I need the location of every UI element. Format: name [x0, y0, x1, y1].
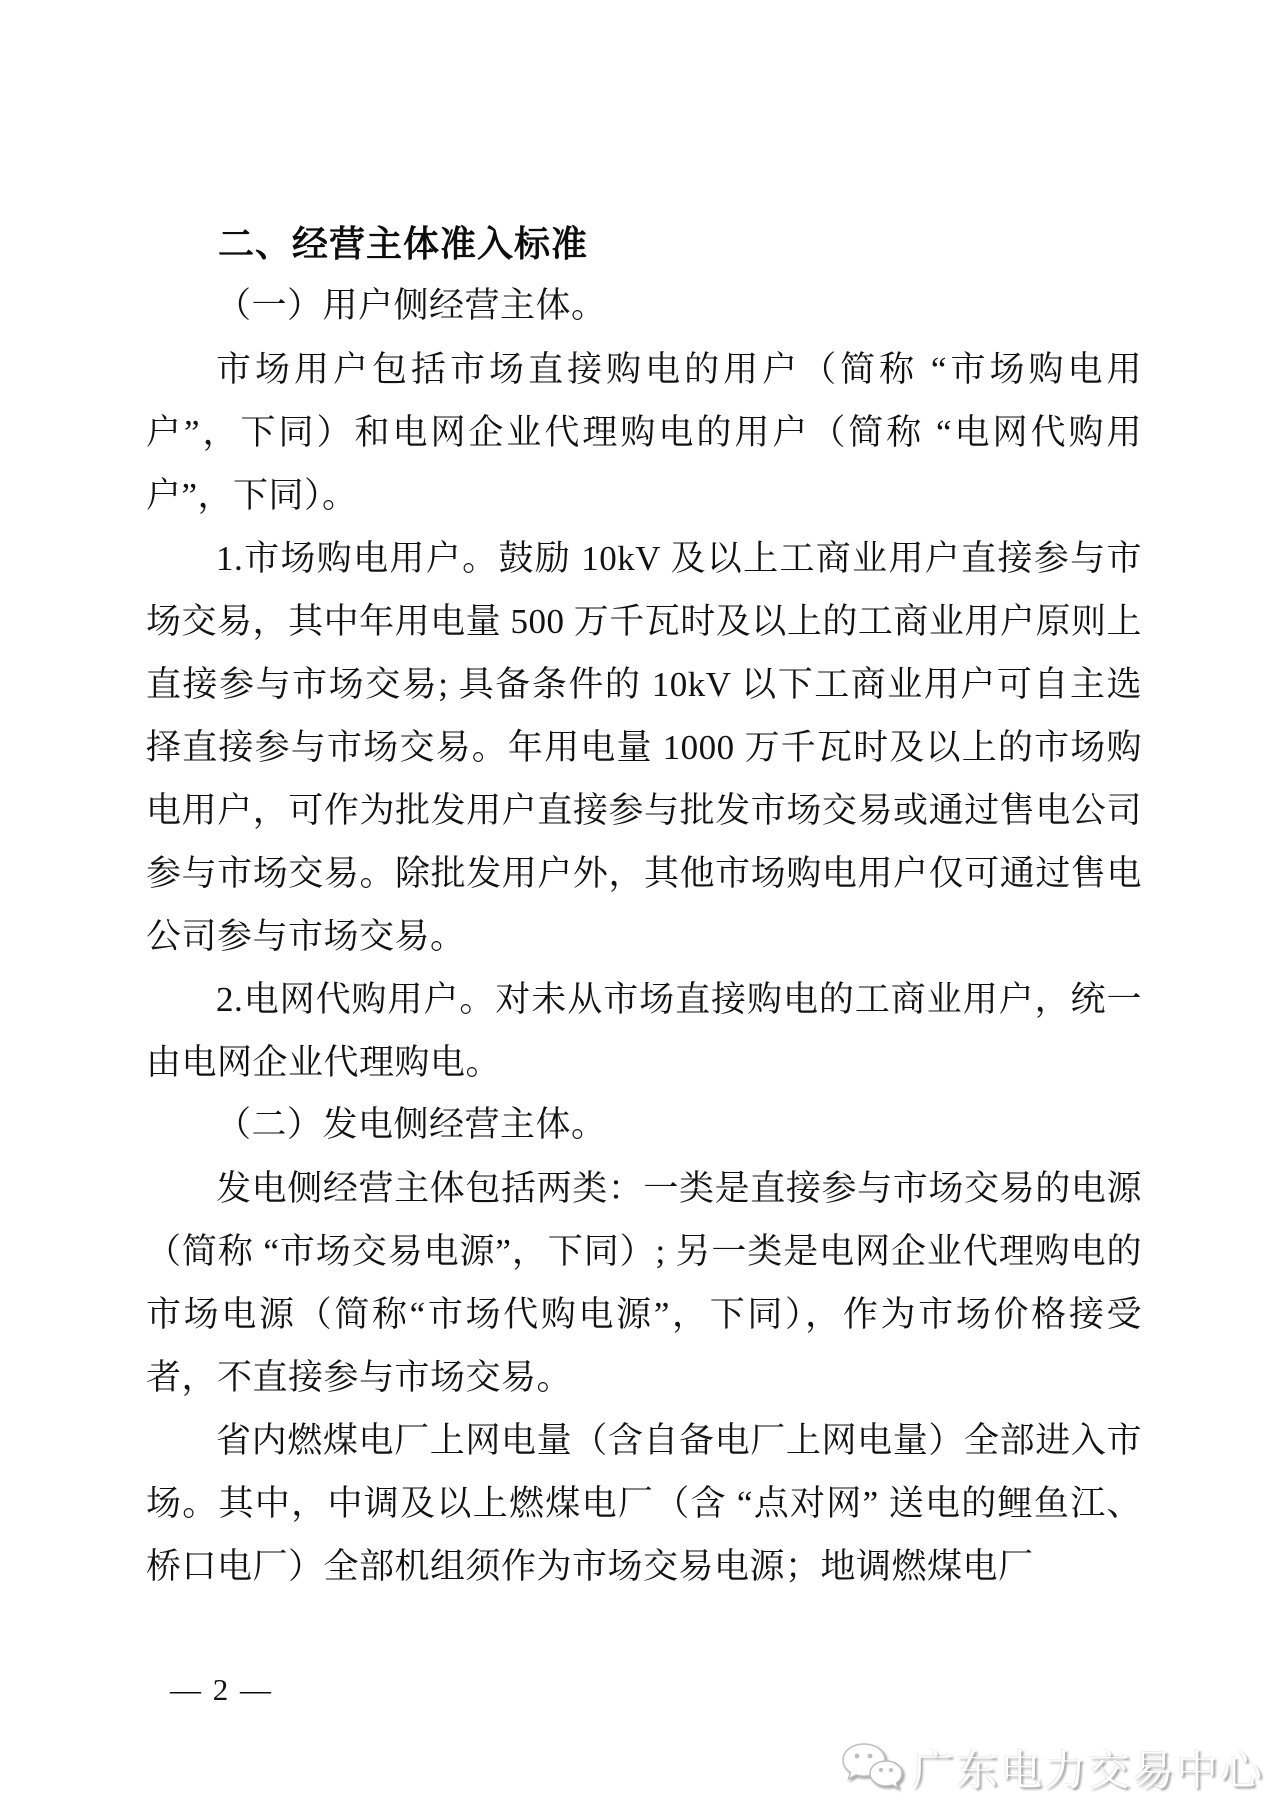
paragraph-coal-plants: 省内燃煤电厂上网电量（含自备电厂上网电量）全部进入市场。其中，中调及以上燃煤电厂（含 “点对网” 送电的鲤鱼江、桥口电厂）全部机组须作为市场交易电源；地调燃煤电厂	[146, 1421, 1142, 1586]
section-heading: 二、经营主体准入标准	[218, 223, 589, 264]
page-number: — 2 —	[170, 1672, 273, 1707]
paragraph-market-users: 市场用户包括市场直接购电的用户（简称 “市场购电用户”，下同）和电网企业代理购电的用户（简称 “电网代购用户”，下同）。	[146, 350, 1142, 515]
paragraph-market-purchase-users: 1.市场购电用户。鼓励 10kV 及以上工商业用户直接参与市场交易，其中年用电量 500 万千瓦时及以上的工商业用户原则上直接参与市场交易; 具备条件的 10kV 以下工商业用户可自主选择直接参与市场交易。年用电量 1000 万千瓦时及以上的市场购电用户，可作为批发用户直接参与批发市场交易或通过售电公司参与市场交易。除批发用户外，其他市场购电用户仅可通过售电公司参与市场交易。	[146, 539, 1142, 956]
footer-watermark	[840, 1738, 1264, 1798]
paragraph-grid-agent-users: 2.电网代购用户。对未从市场直接购电的工商业用户，统一由电网企业代理购电。	[146, 980, 1142, 1082]
wechat-icon	[840, 1741, 904, 1795]
footer-logo-text: 广东电力交易中心	[911, 1747, 1264, 1794]
subsection-heading-generation-side: （二）发电侧经营主体。	[216, 1105, 607, 1145]
subsection-heading-user-side: （一）用户侧经营主体。	[216, 286, 607, 326]
document-body	[146, 212, 1142, 1598]
paragraph-generation-entities: 发电侧经营主体包括两类：一类是直接参与市场交易的电源（简称 “市场交易电源”，下同）; 另一类是电网企业代理购电的市场电源（简称“市场代购电源”，下同），作为市场价格接受者，不直接参与市场交易。	[146, 1169, 1142, 1397]
